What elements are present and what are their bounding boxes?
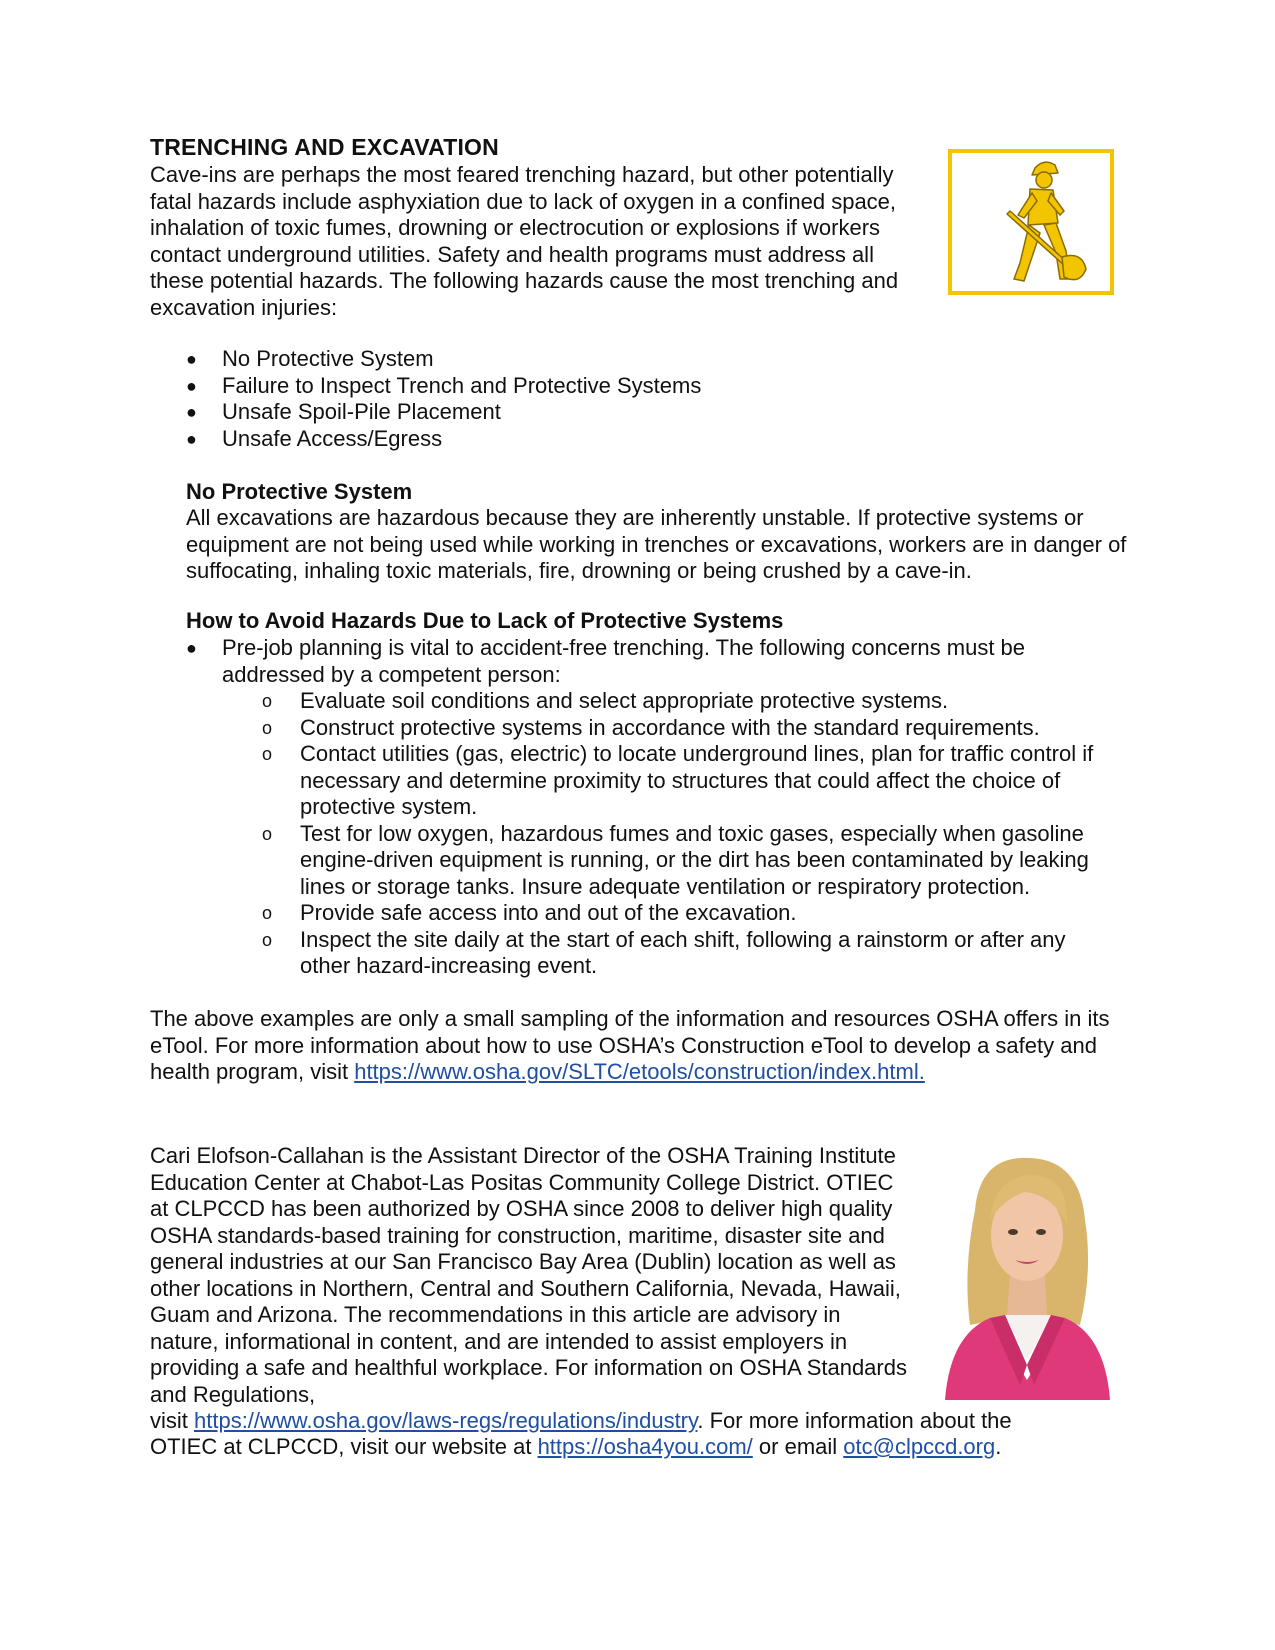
sub-list-item: o Contact utilities (gas, electric) to locate underground lines, plan for traffic control if necessary and determine proximity to structures that could affect the choice of protective system.	[262, 741, 1094, 819]
page-title: TRENCHING AND EXCAVATION	[150, 134, 499, 160]
list-item: ● Unsafe Spoil-Pile Placement	[186, 399, 501, 424]
author-portrait	[935, 1150, 1115, 1400]
website-link[interactable]: https://osha4you.com/	[537, 1434, 753, 1459]
bio-or-email-text: or email	[752, 1434, 844, 1459]
hazard-list	[186, 346, 701, 452]
bio-visit-text: visit	[150, 1408, 194, 1433]
worker-digging-icon	[948, 149, 1114, 295]
intro-paragraph: Cave-ins are perhaps the most feared trenching hazard, but other potentially fatal hazards include asphyxiation due to lack of oxygen in a confined space, inhalation of toxic fumes, drowning or electrocution or explosions if workers contact underground utilities. Safety and health programs must address all these potential hazards. The following hazards cause the most trenching and excavation injuries:	[150, 162, 899, 320]
closing-paragraph	[150, 1006, 1135, 1086]
list-item: ● Failure to Inspect Trench and Protective Systems	[186, 372, 702, 398]
avoid-hazards-list	[186, 635, 1121, 980]
sub-list-item: o Provide safe access into and out of the excavation.	[262, 900, 797, 925]
bio-end-text: .	[995, 1434, 1002, 1459]
closing-text: The above examples are only a small sampling of the information and resources OSHA offers in its eTool. For more information about how to use OSHA’s Construction eTool to develop a safety and health program, visit	[150, 1006, 1110, 1084]
section-heading-avoid-hazards: How to Avoid Hazards Due to Lack of Protective Systems	[186, 608, 784, 633]
sub-list-item: o Evaluate soil conditions and select appropriate protective systems.	[262, 688, 949, 713]
etool-link[interactable]: https://www.osha.gov/SLTC/etools/construction/index.html.	[354, 1059, 925, 1084]
list-item: ● Pre-job planning is vital to accident-free trenching. The following concerns must be addressed by a competent person: o Evaluate soil conditions and select appropriate protective systems. o Construct protective systems in accordance with the standard requirements. o Contact utilities (gas, electric) to locate underground lines, plan for traffic control if necessary and determine proximity to structures that could affect the choice of protective system. o Test for low oxygen, hazardous fumes and toxic gases, especially when gasoline engine-driven equipment is running, or the dirt has been contaminated by leaking lines or storage tanks. Insure adequate ventilation or respiratory protection. o Provide safe access into and out of the excavation. o Inspect the site daily at the start of each shift, following a rainstorm or after any other hazard-increasing event.	[186, 635, 1121, 980]
sub-list	[262, 688, 1121, 980]
regulations-link[interactable]: https://www.osha.gov/laws-regs/regulations/industry	[194, 1408, 698, 1433]
sub-list-item: o Test for low oxygen, hazardous fumes and toxic gases, especially when gasoline engine-driven equipment is running, or the dirt has been contaminated by leaking lines or storage tanks. Insure adequate ventilation or respiratory protection.	[262, 820, 1089, 899]
sub-list-item: o Construct protective systems in accordance with the standard requirements.	[262, 714, 1040, 740]
bio-links-line-1	[150, 1408, 1150, 1435]
list-item: ● Unsafe Access/Egress	[186, 425, 443, 451]
sub-list-item: o Inspect the site daily at the start of each shift, following a rainstorm or after any other hazard-increasing event.	[262, 926, 1066, 978]
section-body-no-protective-system: All excavations are hazardous because they are inherently unstable. If protective systems or equipment are not being used while working in trenches or excavations, workers are in danger of suffocating, inhaling toxic materials, fire, drowning or being crushed by a cave-in.	[186, 505, 1127, 583]
bio-paragraph: Cari Elofson-Callahan is the Assistant Director of the OSHA Training Institute Education Center at Chabot-Las Positas Community College District. OTIEC at CLPCCD has been authorized by OSHA since 2008 to deliver high quality OSHA standards-based training for construction, maritime, disaster site and general industries at our San Francisco Bay Area (Dublin) location as well as other locations in Northern, Central and Southern California, Nevada, Hawaii, Guam and Arizona. The recommendations in this article are advisory in nature, informational in content, and are intended to assist employers in providing a safe and healthful workplace. For information on OSHA Standards and Regulations,	[150, 1143, 907, 1407]
list-item: ● No Protective System	[186, 346, 434, 371]
email-link[interactable]: otc@clpccd.org	[843, 1434, 996, 1459]
bio-website-text: OTIEC at CLPCCD, visit our website at	[150, 1434, 538, 1459]
section-heading-no-protective-system: No Protective System	[186, 479, 413, 504]
bio-mid-text: . For more information about the	[697, 1408, 1012, 1433]
bio-links-line-2	[150, 1434, 1150, 1461]
